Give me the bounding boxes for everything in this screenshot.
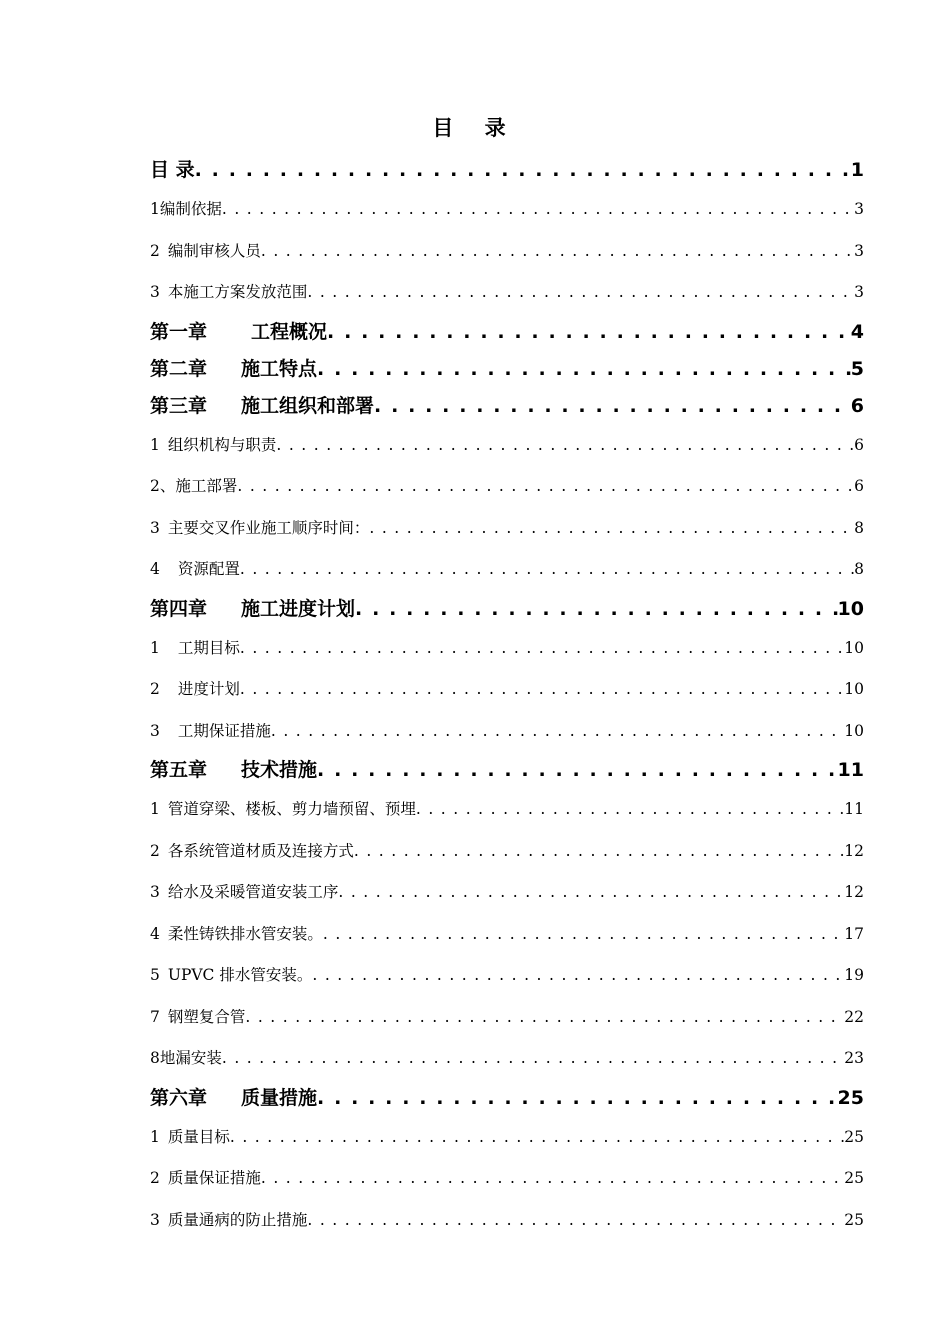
dot-leader (240, 628, 844, 670)
toc-entry-number: 1 (150, 200, 160, 218)
toc-chapter-entry[interactable] (150, 314, 864, 351)
dot-leader (261, 1158, 844, 1200)
toc-entry-text: 施工进度计划 (241, 597, 356, 620)
toc-page-number: 12 (844, 841, 864, 860)
toc-entry-number: 2 (150, 241, 160, 260)
toc-page-number: 5 (850, 357, 864, 380)
toc-section-entry[interactable] (150, 711, 864, 753)
toc-section-entry[interactable] (150, 955, 864, 997)
toc-entry-label (150, 914, 323, 956)
toc-entry-text: 施工特点 (241, 357, 318, 380)
toc-page-number: 11 (844, 800, 864, 818)
toc-entry-number: 2 (150, 841, 160, 860)
toc-entry-label (150, 711, 271, 753)
toc-section-entry[interactable] (150, 1158, 864, 1200)
toc-entry-number: 1 (150, 638, 160, 657)
toc-section-entry[interactable] (150, 1117, 864, 1159)
toc-chapter-entry[interactable] (150, 351, 864, 388)
toc-page-number: 25 (844, 1210, 864, 1229)
toc-entry-number: 4 (150, 560, 160, 578)
toc-entry-label (150, 351, 317, 388)
toc-entry-number: 8 (150, 1049, 160, 1067)
toc-entry-text: 质量措施 (241, 1086, 318, 1109)
toc-entry-text: 进度计划 (177, 680, 240, 698)
toc-section-entry[interactable] (150, 466, 864, 508)
dot-leader (237, 466, 854, 508)
toc-entry-text: 工期保证措施 (177, 721, 271, 740)
toc-page-number: 25 (844, 1127, 864, 1146)
toc-page-number: 8 (854, 560, 864, 578)
dot-leader (245, 997, 844, 1039)
toc-entry-number: 1 (150, 800, 160, 818)
toc-entry-label (150, 1158, 261, 1200)
toc-section-entry[interactable] (150, 997, 864, 1039)
toc-entry-label (150, 628, 240, 670)
toc-page-number: 6 (850, 394, 864, 417)
toc-entry-number: 第六章 (150, 1086, 208, 1109)
toc-entry-number: 3 (150, 1210, 160, 1229)
toc-entry-number: 3 (150, 283, 160, 301)
toc-entry-text: 质量目标 (167, 1127, 230, 1146)
toc-section-entry[interactable] (150, 831, 864, 873)
toc-entry-number: 1 (150, 435, 160, 454)
toc-entry-text: 各系统管道材质及连接方式 (167, 841, 354, 860)
dot-leader (271, 711, 844, 753)
toc-entry-number: 2 (150, 1169, 160, 1187)
table-of-contents (150, 152, 864, 1241)
toc-entry-label (150, 872, 338, 914)
toc-entry-number: 第二章 (150, 357, 208, 380)
toc-page-number: 10 (844, 680, 864, 698)
toc-page-number: 19 (844, 966, 864, 984)
toc-entry-text: 管道穿梁、楼板、剪力墙预留、预埋 (167, 800, 416, 818)
dot-leader (374, 388, 851, 425)
toc-entry-number: 3 (150, 883, 160, 901)
toc-page-number: 25 (844, 1169, 864, 1187)
toc-entry-number: 4 (150, 924, 160, 943)
toc-page-number: 3 (854, 200, 864, 218)
toc-entry-text: 质量保证措施 (167, 1169, 261, 1187)
toc-entry-text: 给水及采暖管道安装工序 (167, 883, 339, 901)
toc-entry-text: 柔性铸铁排水管安装。 (167, 924, 323, 943)
toc-entry-number: 2、 (150, 477, 176, 495)
toc-entry-label (150, 314, 327, 351)
dot-leader (317, 752, 838, 789)
toc-entry-number: 3 (150, 721, 160, 740)
toc-section-entry[interactable] (150, 1200, 864, 1242)
toc-page-number: 22 (844, 1007, 864, 1026)
toc-chapter-entry[interactable] (150, 152, 864, 189)
toc-entry-number: 目 录 (150, 159, 195, 181)
toc-page-number: 10 (837, 597, 864, 620)
toc-entry-text: 本施工方案发放范围 (167, 283, 308, 301)
toc-entry-text: 施工组织和部署 (241, 394, 375, 417)
dot-leader (276, 425, 854, 467)
toc-entry-number: 第五章 (150, 759, 208, 781)
toc-chapter-entry[interactable] (150, 591, 864, 628)
page-title: 目 录 (432, 116, 518, 140)
toc-chapter-entry[interactable] (150, 1080, 864, 1117)
toc-entry-label (150, 549, 240, 591)
toc-section-entry[interactable] (150, 508, 864, 550)
toc-chapter-entry[interactable] (150, 752, 864, 789)
toc-section-entry[interactable] (150, 1038, 864, 1080)
toc-entry-text: 地漏安装 (159, 1049, 222, 1067)
toc-entry-label (150, 1200, 307, 1242)
toc-entry-number: 5 (150, 966, 160, 984)
toc-entry-text: 质量通病的防止措施 (167, 1210, 308, 1229)
toc-entry-text: 工程概况 (251, 320, 328, 343)
toc-section-entry[interactable] (150, 425, 864, 467)
dot-leader (317, 351, 851, 388)
toc-entry-label (150, 955, 312, 997)
toc-entry-text: 主要交叉作业施工顺序时间： (167, 518, 370, 537)
toc-entry-number: 1 (150, 1127, 160, 1146)
toc-entry-label (150, 1038, 222, 1080)
toc-entry-number: 2 (150, 680, 160, 698)
toc-page-number: 3 (854, 283, 864, 301)
toc-section-entry[interactable] (150, 669, 864, 711)
toc-section-entry[interactable] (150, 789, 864, 831)
dot-leader (230, 1117, 844, 1159)
dot-leader (222, 189, 854, 231)
toc-entry-label (150, 152, 195, 189)
toc-entry-label (150, 231, 261, 273)
dot-leader (327, 314, 851, 351)
toc-section-entry[interactable] (150, 231, 864, 273)
dot-leader (195, 152, 851, 189)
toc-entry-label (150, 831, 354, 873)
toc-entry-label (150, 591, 355, 628)
toc-page-number: 11 (837, 759, 864, 781)
toc-entry-number: 7 (150, 1007, 160, 1026)
dot-leader (307, 1200, 844, 1242)
dot-leader (312, 955, 844, 997)
toc-entry-label (150, 388, 374, 425)
dot-leader (416, 789, 844, 831)
toc-page-number: 8 (854, 518, 864, 537)
toc-entry-text: 资源配置 (177, 560, 240, 578)
toc-entry-text: 施工部署 (175, 477, 238, 495)
toc-entry-number: 3 (150, 518, 160, 537)
dot-leader (240, 669, 844, 711)
toc-entry-label (150, 189, 222, 231)
toc-page-number: 12 (844, 883, 864, 901)
toc-section-entry[interactable] (150, 628, 864, 670)
toc-section-entry[interactable] (150, 272, 864, 314)
toc-entry-text: 工期目标 (177, 638, 240, 657)
toc-entry-text: 技术措施 (241, 759, 318, 781)
toc-entry-label (150, 272, 307, 314)
toc-page-number: 10 (844, 721, 864, 740)
toc-entry-number: 第四章 (150, 597, 208, 620)
dot-leader (354, 831, 844, 873)
toc-page-number: 23 (844, 1049, 864, 1067)
toc-entry-text: UPVC 排水管安装。 (167, 966, 313, 984)
dot-leader (355, 591, 838, 628)
dot-leader (323, 914, 844, 956)
toc-page-number: 3 (854, 241, 864, 260)
toc-entry-text: 组织机构与职责 (167, 435, 277, 454)
toc-entry-number: 第三章 (150, 394, 208, 417)
toc-entry-number: 第一章 (150, 320, 208, 343)
toc-entry-label (150, 1117, 230, 1159)
dot-leader (222, 1038, 844, 1080)
toc-entry-label (150, 669, 240, 711)
dot-leader (261, 231, 854, 273)
toc-section-entry[interactable] (150, 189, 864, 231)
toc-page-number: 17 (844, 924, 864, 943)
toc-entry-label (150, 789, 416, 831)
toc-entry-label (150, 752, 317, 789)
dot-leader (240, 549, 854, 591)
toc-entry-label (150, 997, 245, 1039)
toc-section-entry[interactable] (150, 872, 864, 914)
toc-page-number: 6 (854, 477, 864, 495)
dot-leader (317, 1080, 838, 1117)
toc-entry-text: 钢塑复合管 (167, 1007, 246, 1026)
toc-page-number: 1 (850, 159, 864, 181)
toc-entry-text: 编制依据 (159, 200, 222, 218)
toc-section-entry[interactable] (150, 549, 864, 591)
toc-page-number: 10 (844, 638, 864, 657)
dot-leader (369, 508, 854, 550)
toc-entry-label (150, 508, 369, 550)
toc-entry-label (150, 1080, 317, 1117)
dot-leader (338, 872, 844, 914)
toc-page-number: 25 (837, 1086, 864, 1109)
toc-entry-label (150, 466, 237, 508)
toc-section-entry[interactable] (150, 914, 864, 956)
toc-entry-label (150, 425, 276, 467)
dot-leader (307, 272, 854, 314)
toc-page-number: 4 (850, 320, 864, 343)
toc-page-number: 6 (854, 435, 864, 454)
toc-chapter-entry[interactable] (150, 388, 864, 425)
toc-entry-text: 编制审核人员 (167, 241, 261, 260)
